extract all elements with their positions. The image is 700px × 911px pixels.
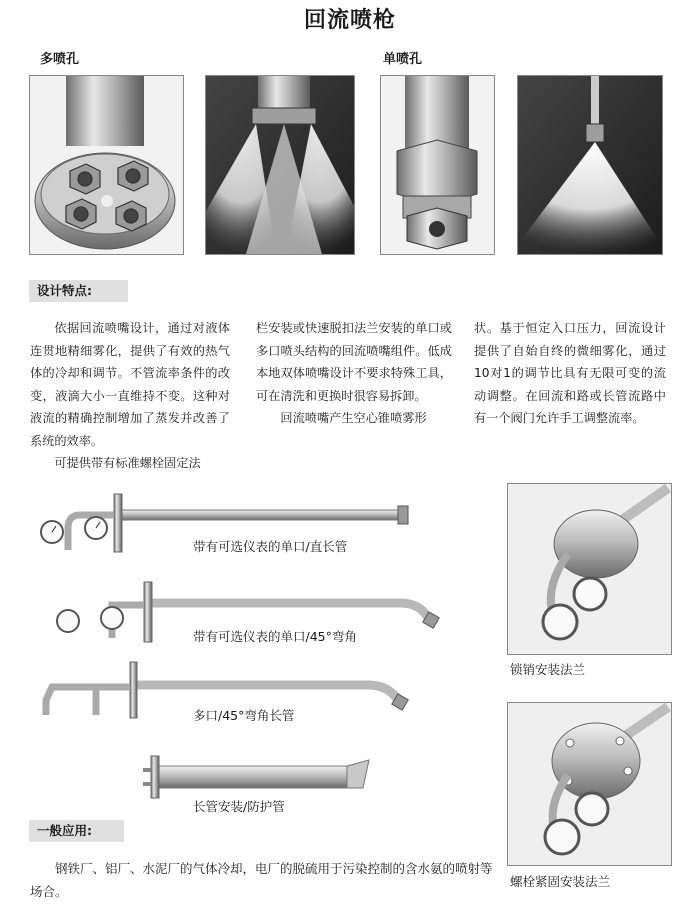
design-features-heading: 设计特点: <box>29 280 128 302</box>
single-orifice-spray-photo <box>517 75 663 255</box>
label-single-orifice: 单喷孔 <box>383 52 423 67</box>
page-title: 回流喷枪 <box>303 8 396 33</box>
single-orifice-nozzle-photo <box>380 75 495 255</box>
bolted-flange-photo <box>507 702 672 866</box>
design-text-column-1 <box>30 317 230 475</box>
product-protective-tube-lance <box>143 752 373 802</box>
application-heading: 一般应用: <box>29 820 124 842</box>
design-text-column-2 <box>256 317 452 430</box>
multi-orifice-spray-photo <box>205 75 355 255</box>
label-multi-orifice: 多喷孔 <box>40 52 80 67</box>
caption-angled-lance: 带有可选仪表的单口/45°弯角 <box>193 629 357 644</box>
caption-bolted-flange: 螺栓紧固安装法兰 <box>510 874 611 889</box>
caption-straight-lance: 带有可选仪表的单口/直长管 <box>193 539 348 554</box>
design-paragraph-2: 可提供带有标准螺栓固定法 <box>54 456 201 470</box>
application-text: 钢铁厂、铝厂、水泥厂的气体冷却，电厂的脱硫用于污染控制的含水氨的喷射等场合。 <box>30 861 493 899</box>
design-paragraph-1: 依据回流喷嘴设计，通过对液体连贯地精细雾化，提供了有效的热气体的冷却和调节。不管流率条件的改变，液滴大小一直维持不变。这种对液流的精确控制增加了蒸发并改善了系统的效率。 <box>30 321 230 448</box>
design-paragraph-3: 栏安装或快速脱扣法兰安装的单口或多口喷头结构的回流喷嘴组件。低成本地双体喷嘴设计不要求特殊工具，可在清洗和更换时很容易拆卸。 <box>256 321 452 403</box>
multi-orifice-nozzle-photo <box>29 75 184 255</box>
latch-pin-flange-photo <box>507 483 672 655</box>
caption-latch-pin-flange: 锁销安装法兰 <box>510 662 586 677</box>
design-paragraph-4: 回流喷嘴产生空心锥喷雾形 <box>280 411 427 425</box>
design-paragraph-5: 状。基于恒定入口压力，回流设计提供了自始自终的微细雾化，通过10对1的调节比具有无限可变的流动调整。在回流和路或长管流路中有一个阀门允许手工调整流率。 <box>474 321 666 425</box>
caption-protective-tube: 长管安装/防护管 <box>193 799 285 814</box>
caption-multi-port-lance: 多口/45°弯角长管 <box>193 708 295 723</box>
product-straight-lance-gauges <box>20 488 420 568</box>
design-text-column-3 <box>474 317 666 430</box>
